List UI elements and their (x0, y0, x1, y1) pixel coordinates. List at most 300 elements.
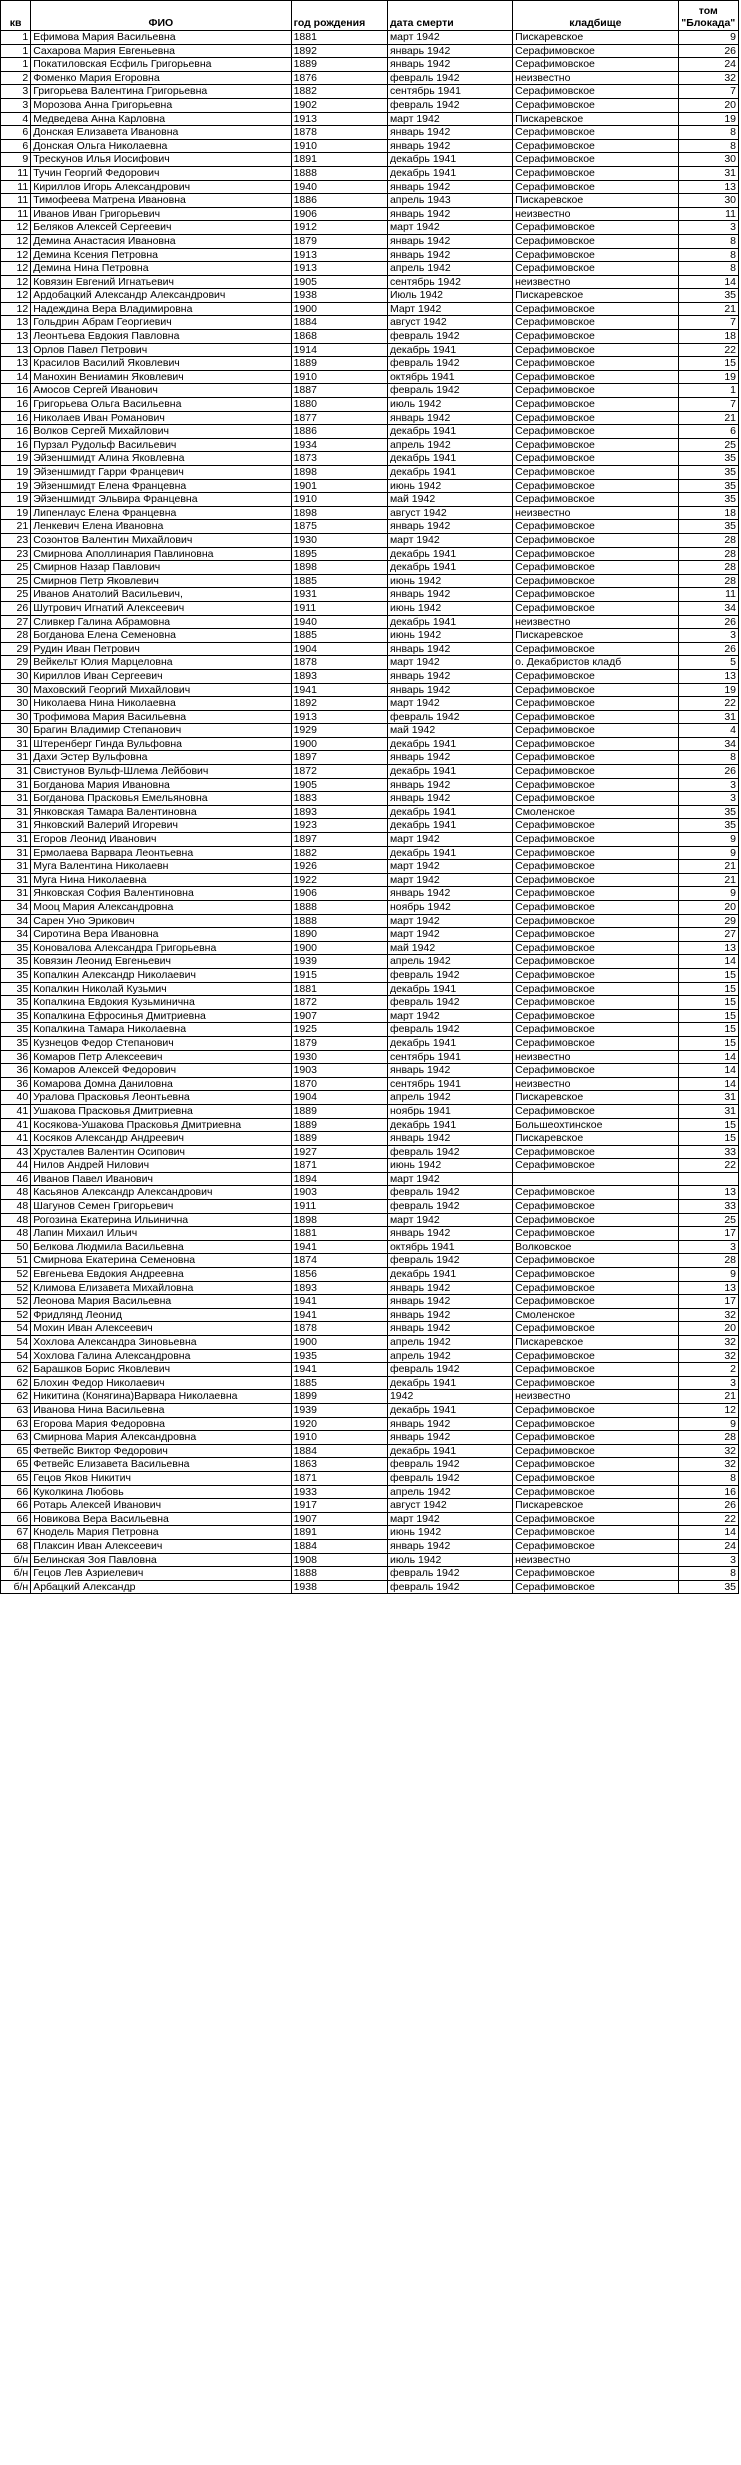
cell-cemetery: Серафимовское (513, 452, 678, 466)
cell-death-date: декабрь 1941 (387, 1376, 512, 1390)
cell-cemetery: Серафимовское (513, 1104, 678, 1118)
cell-birth-year: 1892 (291, 44, 387, 58)
cell-birth-year: 1920 (291, 1417, 387, 1431)
cell-fio: Фридлянд Леонид (31, 1308, 291, 1322)
cell-birth-year: 1913 (291, 710, 387, 724)
cell-volume: 21 (678, 860, 738, 874)
cell-fio: Новикова Вера Васильевна (31, 1512, 291, 1526)
cell-kv: 63 (1, 1417, 31, 1431)
cell-death-date: июнь 1942 (387, 601, 512, 615)
table-row (1, 194, 739, 208)
cell-kv: 31 (1, 860, 31, 874)
table-row (1, 1132, 739, 1146)
table-row (1, 1091, 739, 1105)
table-row (1, 1159, 739, 1173)
table-row (1, 860, 739, 874)
cell-birth-year: 1888 (291, 901, 387, 915)
cell-fio: Ротарь Алексей Иванович (31, 1499, 291, 1513)
cell-volume: 6 (678, 425, 738, 439)
table-row (1, 1036, 739, 1050)
cell-cemetery: Серафимовское (513, 941, 678, 955)
cell-kv: 41 (1, 1132, 31, 1146)
cell-birth-year: 1913 (291, 112, 387, 126)
cell-volume: 11 (678, 207, 738, 221)
cell-birth-year: 1906 (291, 887, 387, 901)
cell-cemetery: Серафимовское (513, 901, 678, 915)
cell-fio: Григорьева Ольга Васильевна (31, 398, 291, 412)
cell-kv: 16 (1, 398, 31, 412)
cell-death-date: март 1942 (387, 860, 512, 874)
cell-fio: Надеждина Вера Владимировна (31, 302, 291, 316)
cell-volume: 13 (678, 669, 738, 683)
cell-death-date: декабрь 1941 (387, 846, 512, 860)
cell-fio: Гецов Лев Азриелевич (31, 1567, 291, 1581)
cell-kv: 30 (1, 683, 31, 697)
cell-volume: 35 (678, 805, 738, 819)
cell-fio: Свистунов Вульф-Шлема Лейбович (31, 765, 291, 779)
cell-birth-year: 1900 (291, 302, 387, 316)
cell-volume: 26 (678, 44, 738, 58)
cell-cemetery: Серафимовское (513, 180, 678, 194)
table-row (1, 98, 739, 112)
cell-volume: 26 (678, 765, 738, 779)
cell-birth-year: 1901 (291, 479, 387, 493)
cell-kv: 31 (1, 778, 31, 792)
cell-volume: 31 (678, 710, 738, 724)
cell-kv: 13 (1, 330, 31, 344)
cell-death-date: март 1942 (387, 1512, 512, 1526)
table-row (1, 887, 739, 901)
cell-volume: 15 (678, 1009, 738, 1023)
cell-volume: 8 (678, 139, 738, 153)
cell-volume: 7 (678, 316, 738, 330)
table-row (1, 928, 739, 942)
table-row (1, 44, 739, 58)
cell-death-date: декабрь 1941 (387, 547, 512, 561)
table-row (1, 574, 739, 588)
cell-death-date: январь 1942 (387, 1322, 512, 1336)
cell-kv: 31 (1, 805, 31, 819)
cell-volume: 3 (678, 1376, 738, 1390)
table-row (1, 1580, 739, 1594)
cell-birth-year: 1941 (291, 1240, 387, 1254)
cell-volume: 13 (678, 1186, 738, 1200)
cell-birth-year: 1917 (291, 1499, 387, 1513)
cell-fio: Ленкевич Елена Ивановна (31, 520, 291, 534)
cell-volume: 20 (678, 98, 738, 112)
cell-birth-year: 1900 (291, 737, 387, 751)
table-row (1, 846, 739, 860)
cell-birth-year: 1904 (291, 1091, 387, 1105)
cell-birth-year: 1871 (291, 1471, 387, 1485)
cell-volume: 35 (678, 493, 738, 507)
cell-cemetery: неизвестно (513, 506, 678, 520)
table-row (1, 1213, 739, 1227)
cell-kv: 31 (1, 846, 31, 860)
cell-fio: Белинская Зоя Павловна (31, 1553, 291, 1567)
cell-kv: 63 (1, 1403, 31, 1417)
cell-fio: Ковязин Леонид Евгеньевич (31, 955, 291, 969)
cell-volume: 31 (678, 1104, 738, 1118)
cell-kv: 6 (1, 139, 31, 153)
cell-death-date: май 1942 (387, 941, 512, 955)
cell-cemetery: Смоленское (513, 1308, 678, 1322)
cell-cemetery: Серафимовское (513, 1200, 678, 1214)
cell-kv: 31 (1, 792, 31, 806)
cell-fio: Иванов Павел Иванович (31, 1172, 291, 1186)
table-row (1, 262, 739, 276)
cell-cemetery: Серафимовское (513, 1145, 678, 1159)
cell-fio: Иванов Анатолий Васильевич, (31, 588, 291, 602)
cell-volume: 22 (678, 1159, 738, 1173)
cell-volume: 14 (678, 1077, 738, 1091)
cell-birth-year: 1940 (291, 615, 387, 629)
cell-kv: 1 (1, 31, 31, 45)
table-row (1, 1376, 739, 1390)
cell-fio: Нилов Андрей Нилович (31, 1159, 291, 1173)
cell-cemetery: Серафимовское (513, 1567, 678, 1581)
cell-birth-year: 1872 (291, 765, 387, 779)
cell-death-date: март 1942 (387, 928, 512, 942)
cell-volume: 4 (678, 724, 738, 738)
cell-kv: 48 (1, 1227, 31, 1241)
cell-death-date: октябрь 1941 (387, 370, 512, 384)
cell-kv: 19 (1, 452, 31, 466)
cell-birth-year: 1870 (291, 1077, 387, 1091)
cell-volume: 3 (678, 1240, 738, 1254)
cell-cemetery: Смоленское (513, 805, 678, 819)
cell-fio: Иванов Иван Григорьевич (31, 207, 291, 221)
cell-volume: 35 (678, 520, 738, 534)
table-row (1, 1539, 739, 1553)
cell-birth-year: 1922 (291, 873, 387, 887)
cell-kv: 28 (1, 629, 31, 643)
cell-fio: Смирнова Екатерина Семеновна (31, 1254, 291, 1268)
cell-fio: Фетвейс Елизавета Васильевна (31, 1458, 291, 1472)
table-row (1, 221, 739, 235)
table-row (1, 1363, 739, 1377)
cell-volume: 15 (678, 996, 738, 1010)
cell-birth-year: 1933 (291, 1485, 387, 1499)
cell-volume: 22 (678, 697, 738, 711)
cell-fio: Копалкина Тамара Николаевна (31, 1023, 291, 1037)
cell-cemetery: Серафимовское (513, 411, 678, 425)
cell-volume: 1 (678, 384, 738, 398)
cell-birth-year: 1883 (291, 792, 387, 806)
table-row (1, 588, 739, 602)
table-row (1, 302, 739, 316)
cell-birth-year: 1940 (291, 180, 387, 194)
cell-volume: 15 (678, 1132, 738, 1146)
cell-volume: 8 (678, 262, 738, 276)
cell-cemetery: Серафимовское (513, 683, 678, 697)
cell-cemetery: Пискаревское (513, 194, 678, 208)
cell-volume: 27 (678, 928, 738, 942)
table-row (1, 710, 739, 724)
header-cemetery: кладбище (513, 1, 678, 31)
cell-fio: Эйзеншмидт Елена Францевна (31, 479, 291, 493)
cell-fio: Маховский Георгий Михайлович (31, 683, 291, 697)
cell-cemetery: Большеохтинское (513, 1118, 678, 1132)
cell-cemetery: Серафимовское (513, 1403, 678, 1417)
cell-cemetery: Серафимовское (513, 1458, 678, 1472)
table-row (1, 1009, 739, 1023)
cell-kv: 29 (1, 642, 31, 656)
cell-birth-year: 1941 (291, 1295, 387, 1309)
cell-birth-year: 1911 (291, 1200, 387, 1214)
cell-kv: 12 (1, 302, 31, 316)
cell-volume: 8 (678, 126, 738, 140)
cell-volume: 28 (678, 547, 738, 561)
cell-cemetery: Серафимовское (513, 398, 678, 412)
cell-cemetery: Серафимовское (513, 126, 678, 140)
header-fio: ФИО (31, 1, 291, 31)
cell-birth-year: 1903 (291, 1064, 387, 1078)
cell-fio: Ковязин Евгений Игнатьевич (31, 275, 291, 289)
cell-birth-year: 1882 (291, 85, 387, 99)
cell-cemetery: Серафимовское (513, 1471, 678, 1485)
cell-cemetery: Серафимовское (513, 547, 678, 561)
cell-kv: 62 (1, 1363, 31, 1377)
cell-death-date: апрель 1942 (387, 1349, 512, 1363)
table-row (1, 968, 739, 982)
cell-fio: Климова Елизавета Михайловна (31, 1281, 291, 1295)
cell-cemetery: Серафимовское (513, 139, 678, 153)
cell-kv: 31 (1, 833, 31, 847)
cell-kv: 48 (1, 1186, 31, 1200)
cell-birth-year: 1911 (291, 601, 387, 615)
cell-fio: Комаров Алексей Федорович (31, 1064, 291, 1078)
cell-death-date: февраль 1942 (387, 1471, 512, 1485)
cell-birth-year: 1915 (291, 968, 387, 982)
cell-fio: Фоменко Мария Егоровна (31, 71, 291, 85)
cell-fio: Демина Нина Петровна (31, 262, 291, 276)
cell-cemetery: Серафимовское (513, 1431, 678, 1445)
cell-cemetery: неизвестно (513, 207, 678, 221)
cell-fio: Янковская Тамара Валентиновна (31, 805, 291, 819)
cell-volume: 32 (678, 1308, 738, 1322)
cell-death-date: февраль 1942 (387, 1580, 512, 1594)
cell-kv: 63 (1, 1431, 31, 1445)
table-body (1, 31, 739, 1594)
cell-cemetery: Серафимовское (513, 574, 678, 588)
cell-cemetery: Серафимовское (513, 737, 678, 751)
table-row (1, 656, 739, 670)
cell-death-date: февраль 1942 (387, 1254, 512, 1268)
table-row (1, 751, 739, 765)
cell-fio: Егоров Леонид Иванович (31, 833, 291, 847)
cell-kv: 19 (1, 479, 31, 493)
cell-death-date: февраль 1942 (387, 1567, 512, 1581)
cell-birth-year: 1881 (291, 982, 387, 996)
cell-fio: Дахи Эстер Вульфовна (31, 751, 291, 765)
cell-birth-year: 1931 (291, 588, 387, 602)
cell-cemetery: Серафимовское (513, 751, 678, 765)
cell-birth-year: 1897 (291, 833, 387, 847)
table-row (1, 724, 739, 738)
cell-cemetery: Серафимовское (513, 520, 678, 534)
cell-fio: Донская Ольга Николаевна (31, 139, 291, 153)
table-row (1, 1567, 739, 1581)
cell-volume: 14 (678, 275, 738, 289)
cell-kv: 25 (1, 561, 31, 575)
cell-volume: 22 (678, 343, 738, 357)
cell-fio: Пурзал Рудольф Васильевич (31, 438, 291, 452)
cell-cemetery: Серафимовское (513, 1213, 678, 1227)
table-row (1, 683, 739, 697)
table-row (1, 765, 739, 779)
cell-cemetery (513, 1172, 678, 1186)
cell-birth-year: 1925 (291, 1023, 387, 1037)
cell-volume: 18 (678, 506, 738, 520)
cell-volume: 24 (678, 58, 738, 72)
cell-death-date: декабрь 1941 (387, 1268, 512, 1282)
table-row (1, 1322, 739, 1336)
cell-cemetery: Пискаревское (513, 31, 678, 45)
table-row (1, 819, 739, 833)
cell-birth-year: 1890 (291, 928, 387, 942)
cell-kv: 12 (1, 221, 31, 235)
cell-kv: 35 (1, 1023, 31, 1037)
cell-volume: 3 (678, 629, 738, 643)
table-row (1, 1308, 739, 1322)
cell-volume: 9 (678, 887, 738, 901)
cell-birth-year: 1872 (291, 996, 387, 1010)
table-row (1, 1268, 739, 1282)
cell-cemetery: Серафимовское (513, 1009, 678, 1023)
cell-kv: б/н (1, 1553, 31, 1567)
cell-cemetery: Серафимовское (513, 316, 678, 330)
cell-death-date: август 1942 (387, 506, 512, 520)
table-row (1, 520, 739, 534)
cell-death-date: январь 1942 (387, 1431, 512, 1445)
cell-death-date: февраль 1942 (387, 71, 512, 85)
cell-volume: 33 (678, 1145, 738, 1159)
cell-birth-year: 1888 (291, 914, 387, 928)
cell-kv: 34 (1, 928, 31, 942)
cell-kv: 2 (1, 71, 31, 85)
cell-kv: 1 (1, 58, 31, 72)
cell-death-date: апрель 1942 (387, 262, 512, 276)
cell-birth-year: 1888 (291, 166, 387, 180)
cell-birth-year: 1875 (291, 520, 387, 534)
cell-fio: Ермолаева Варвара Леонтьевна (31, 846, 291, 860)
cell-fio: Брагин Владимир Степанович (31, 724, 291, 738)
cell-fio: Донская Елизавета Ивановна (31, 126, 291, 140)
cell-fio: Муга Валентина Николаевн (31, 860, 291, 874)
header-row (1, 1, 739, 31)
cell-death-date: декабрь 1941 (387, 615, 512, 629)
cell-kv: 52 (1, 1308, 31, 1322)
cell-volume: 31 (678, 166, 738, 180)
cell-death-date: февраль 1942 (387, 330, 512, 344)
cell-kv: 46 (1, 1172, 31, 1186)
cell-volume: 28 (678, 574, 738, 588)
table-row (1, 737, 739, 751)
table-row (1, 85, 739, 99)
cell-fio: Никитина (Конягина)Варвара Николаевна (31, 1390, 291, 1404)
cell-birth-year: 1926 (291, 860, 387, 874)
cell-death-date: март 1942 (387, 697, 512, 711)
table-row (1, 234, 739, 248)
cell-death-date: октябрь 1941 (387, 1240, 512, 1254)
cell-death-date: декабрь 1941 (387, 466, 512, 480)
cell-fio: Арбацкий Александр (31, 1580, 291, 1594)
cell-birth-year: 1887 (291, 384, 387, 398)
cell-volume: 8 (678, 1567, 738, 1581)
cell-kv: 48 (1, 1213, 31, 1227)
cell-volume: 21 (678, 873, 738, 887)
cell-cemetery: неизвестно (513, 1077, 678, 1091)
cell-cemetery: Серафимовское (513, 1186, 678, 1200)
cell-cemetery: Серафимовское (513, 58, 678, 72)
table-row (1, 112, 739, 126)
cell-fio: Вейкельт Юлия Марцеловна (31, 656, 291, 670)
cell-cemetery: Серафимовское (513, 1295, 678, 1309)
cell-cemetery: Пискаревское (513, 1132, 678, 1146)
table-row (1, 357, 739, 371)
cell-birth-year: 1935 (291, 1349, 387, 1363)
cell-cemetery: Серафимовское (513, 928, 678, 942)
cell-cemetery: Серафимовское (513, 153, 678, 167)
cell-kv: 3 (1, 98, 31, 112)
table-row (1, 58, 739, 72)
cell-death-date: декабрь 1941 (387, 805, 512, 819)
cell-death-date: январь 1942 (387, 588, 512, 602)
cell-volume: 19 (678, 112, 738, 126)
cell-cemetery: Серафимовское (513, 887, 678, 901)
cell-cemetery: Серафимовское (513, 384, 678, 398)
cell-fio: Барашков Борис Яковлевич (31, 1363, 291, 1377)
cell-kv: 12 (1, 289, 31, 303)
cell-birth-year: 1900 (291, 1336, 387, 1350)
cell-kv: 6 (1, 126, 31, 140)
cell-fio: Созонтов Валентин Михайлович (31, 533, 291, 547)
cell-kv: 16 (1, 438, 31, 452)
cell-cemetery: Серафимовское (513, 642, 678, 656)
cell-volume: 20 (678, 1322, 738, 1336)
cell-fio: Амосов Сергей Иванович (31, 384, 291, 398)
cell-fio: Фетвейс Виктор Федорович (31, 1444, 291, 1458)
cell-kv: 4 (1, 112, 31, 126)
cell-birth-year: 1885 (291, 1376, 387, 1390)
cell-cemetery: Серафимовское (513, 221, 678, 235)
cell-volume: 21 (678, 302, 738, 316)
cell-volume: 32 (678, 71, 738, 85)
cell-fio: Касьянов Александр Александрович (31, 1186, 291, 1200)
cell-cemetery: Серафимовское (513, 425, 678, 439)
cell-birth-year: 1899 (291, 1390, 387, 1404)
cell-volume: 13 (678, 180, 738, 194)
cell-death-date: январь 1942 (387, 44, 512, 58)
table-row (1, 533, 739, 547)
cell-kv: 16 (1, 411, 31, 425)
cell-death-date: март 1942 (387, 221, 512, 235)
cell-birth-year: 1886 (291, 194, 387, 208)
header-volume: том "Блокада" (678, 1, 738, 31)
table-row (1, 398, 739, 412)
cell-fio: Рудин Иван Петрович (31, 642, 291, 656)
cell-birth-year: 1863 (291, 1458, 387, 1472)
table-row (1, 126, 739, 140)
cell-fio: Мооц Мария Александровна (31, 901, 291, 915)
cell-volume: 26 (678, 615, 738, 629)
cell-kv: 36 (1, 1050, 31, 1064)
cell-death-date: февраль 1942 (387, 968, 512, 982)
table-row (1, 180, 739, 194)
cell-cemetery: Серафимовское (513, 833, 678, 847)
cell-death-date: январь 1942 (387, 234, 512, 248)
